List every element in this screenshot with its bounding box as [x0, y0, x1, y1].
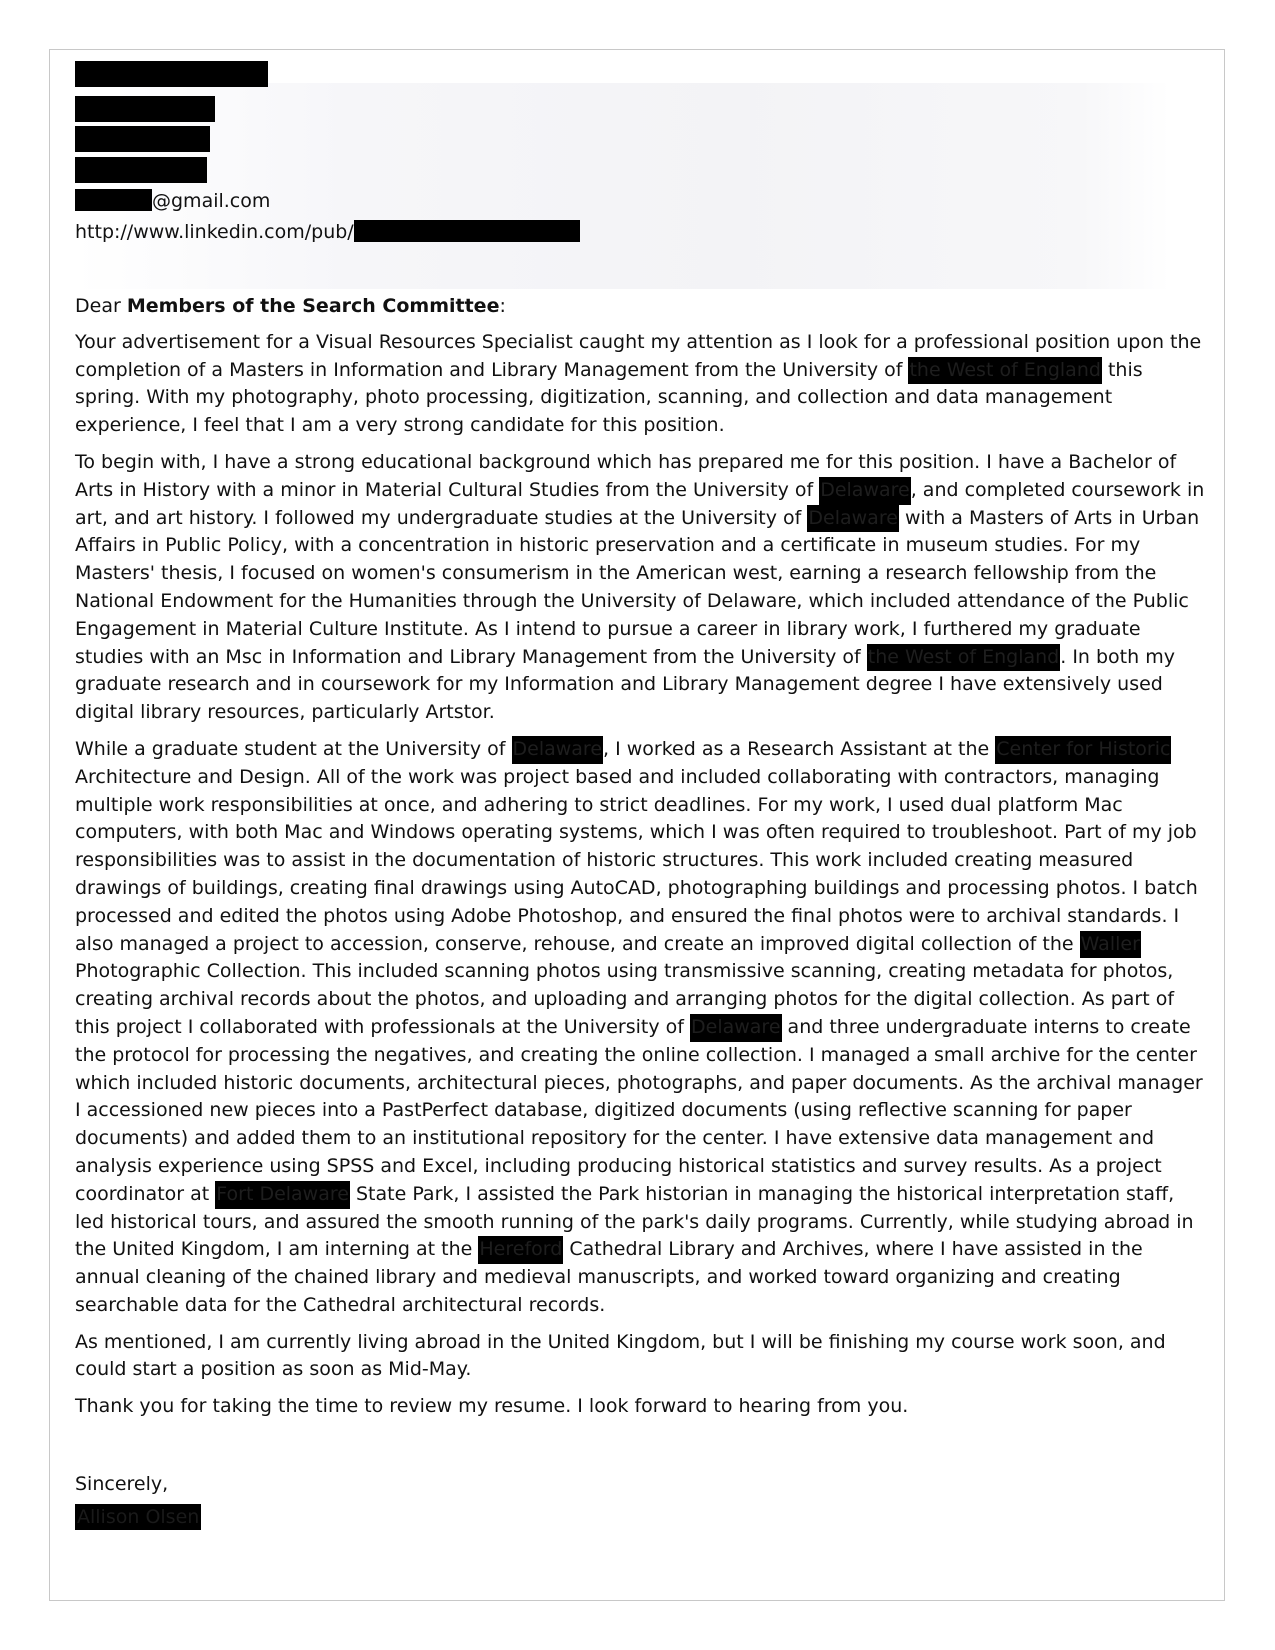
redacted-address-line-2 — [75, 126, 210, 152]
redacted-text: Delaware — [807, 505, 899, 533]
paragraph-intro: Your advertisement for a Visual Resources Specialist caught my attention as I look for a professional position upon the completion of a Masters in Information and Library Management from the University of the West of England this spring. With my photography, photo processing, digitization, scanning, and collection and data management experience, I feel that I am a very strong candidate for this position. — [75, 330, 1202, 437]
signature-redacted: Allison Olsen — [77, 1506, 200, 1528]
paragraph-thanks: Thank you for taking the time to review my resume. I look forward to hearing from you. — [75, 1395, 909, 1418]
redacted-name — [75, 61, 268, 87]
redacted-text: Center for Historic — [995, 736, 1171, 764]
redacted-address-line-1 — [75, 96, 215, 122]
redacted-text: Hereford — [478, 1236, 563, 1264]
document-page — [49, 49, 1225, 1601]
salutation: Dear Members of the Search Committee: — [75, 295, 506, 317]
redacted-text: Delaware — [819, 477, 911, 505]
redacted-text: the West of England — [908, 357, 1101, 385]
redacted-linkedin-handle — [354, 220, 580, 242]
email-line — [75, 188, 270, 214]
paragraph-experience: While a graduate student at the University of Delaware, I worked as a Research Assistant at the Center for Historic Architecture and Design. All of the work was project based and included collaborating with contractors, managing multiple work responsibilities at once, and adhering to strict deadlines. For my work, I used dual platform Mac computers, with both Mac and Windows operating systems, which I was often required to troubleshoot. Part of my job responsibilities was to assist in the documentation of historic structures. This work included creating measured drawings of buildings, creating final drawings using AutoCAD, photographing buildings and processing photos. I batch processed and edited the photos using Adobe Photoshop, and ensured the final photos were to archival standards. I also managed a project to accession, conserve, rehouse, and create an improved digital collection of the Waller Photographic Collection. This included scanning photos using transmissive scanning, creating metadata for photos, creating archival records about the photos, and uploading and arranging photos for the digital collection. As part of this project I collaborated with professionals at the University of Delaware and three undergraduate interns to create the protocol for processing the negatives, and creating the online collection. I managed a small archive for the center which included historic documents, architectural pieces, photographs, and paper documents. As the archival manager I accessioned new pieces into a PastPerfect database, digitized documents (using reflective scanning for paper documents) and added them to an institutional repository for the center. I have extensive data management and analysis experience using SPSS and Excel, including producing historical statistics and survey results. As a project coordinator at Fort Delaware State Park, I assisted the Park historian in managing the historical interpretation staff, led historical tours, and assured the smooth running of the park's daily programs. Currently, while studying abroad in the United Kingdom, I am interning at the Hereford Cathedral Library and Archives, where I have assisted in the annual cleaning of the chained library and medieval manuscripts, and worked toward organizing and creating searchable data for the Cathedral architectural records. — [75, 737, 1203, 1316]
redacted-phone — [75, 157, 207, 183]
redacted-text: Delaware — [512, 736, 604, 764]
linkedin-line — [75, 219, 580, 245]
redacted-text: the West of England — [867, 644, 1060, 672]
redacted-text: Delaware — [690, 1014, 782, 1042]
email-suffix: @gmail.com — [152, 190, 271, 212]
closing: Sincerely, — [75, 1473, 169, 1495]
redacted-email-user — [75, 189, 152, 211]
header-background — [75, 83, 1170, 289]
salutation-committee: Members of the Search Committee — [126, 295, 500, 317]
letter-body — [75, 293, 1205, 1430]
redacted-text: Waller — [1080, 931, 1141, 959]
paragraph-education: To begin with, I have a strong educational background which has prepared me for this position. I have a Bachelor of Arts in History with a minor in Material Cultural Studies from the University of Delaware, and completed coursework in art, and art history. I followed my undergraduate studies at the University of Delaware with a Masters of Arts in Urban Affairs in Public Policy, with a concentration in historic preservation and a certificate in museum studies. For my Masters' thesis, I focused on women's consumerism in the American west, earning a research fellowship from the National Endowment for the Humanities through the University of Delaware, which included attendance of the Public Engagement in Material Culture Institute. As I intend to pursue a career in library work, I furthered my graduate studies with an Msc in Information and Library Management from the University of the West of England. In both my graduate research and in coursework for my Information and Library Management degree I have extensively used digital library resources, particularly Artstor. — [75, 450, 1205, 724]
redacted-text: Fort Delaware — [215, 1181, 350, 1209]
paragraph-availability: As mentioned, I am currently living abroad in the United Kingdom, but I will be finishing my course work soon, and could start a position as soon as Mid-May. — [75, 1330, 1166, 1381]
linkedin-prefix: http://www.linkedin.com/pub/ — [75, 221, 354, 243]
